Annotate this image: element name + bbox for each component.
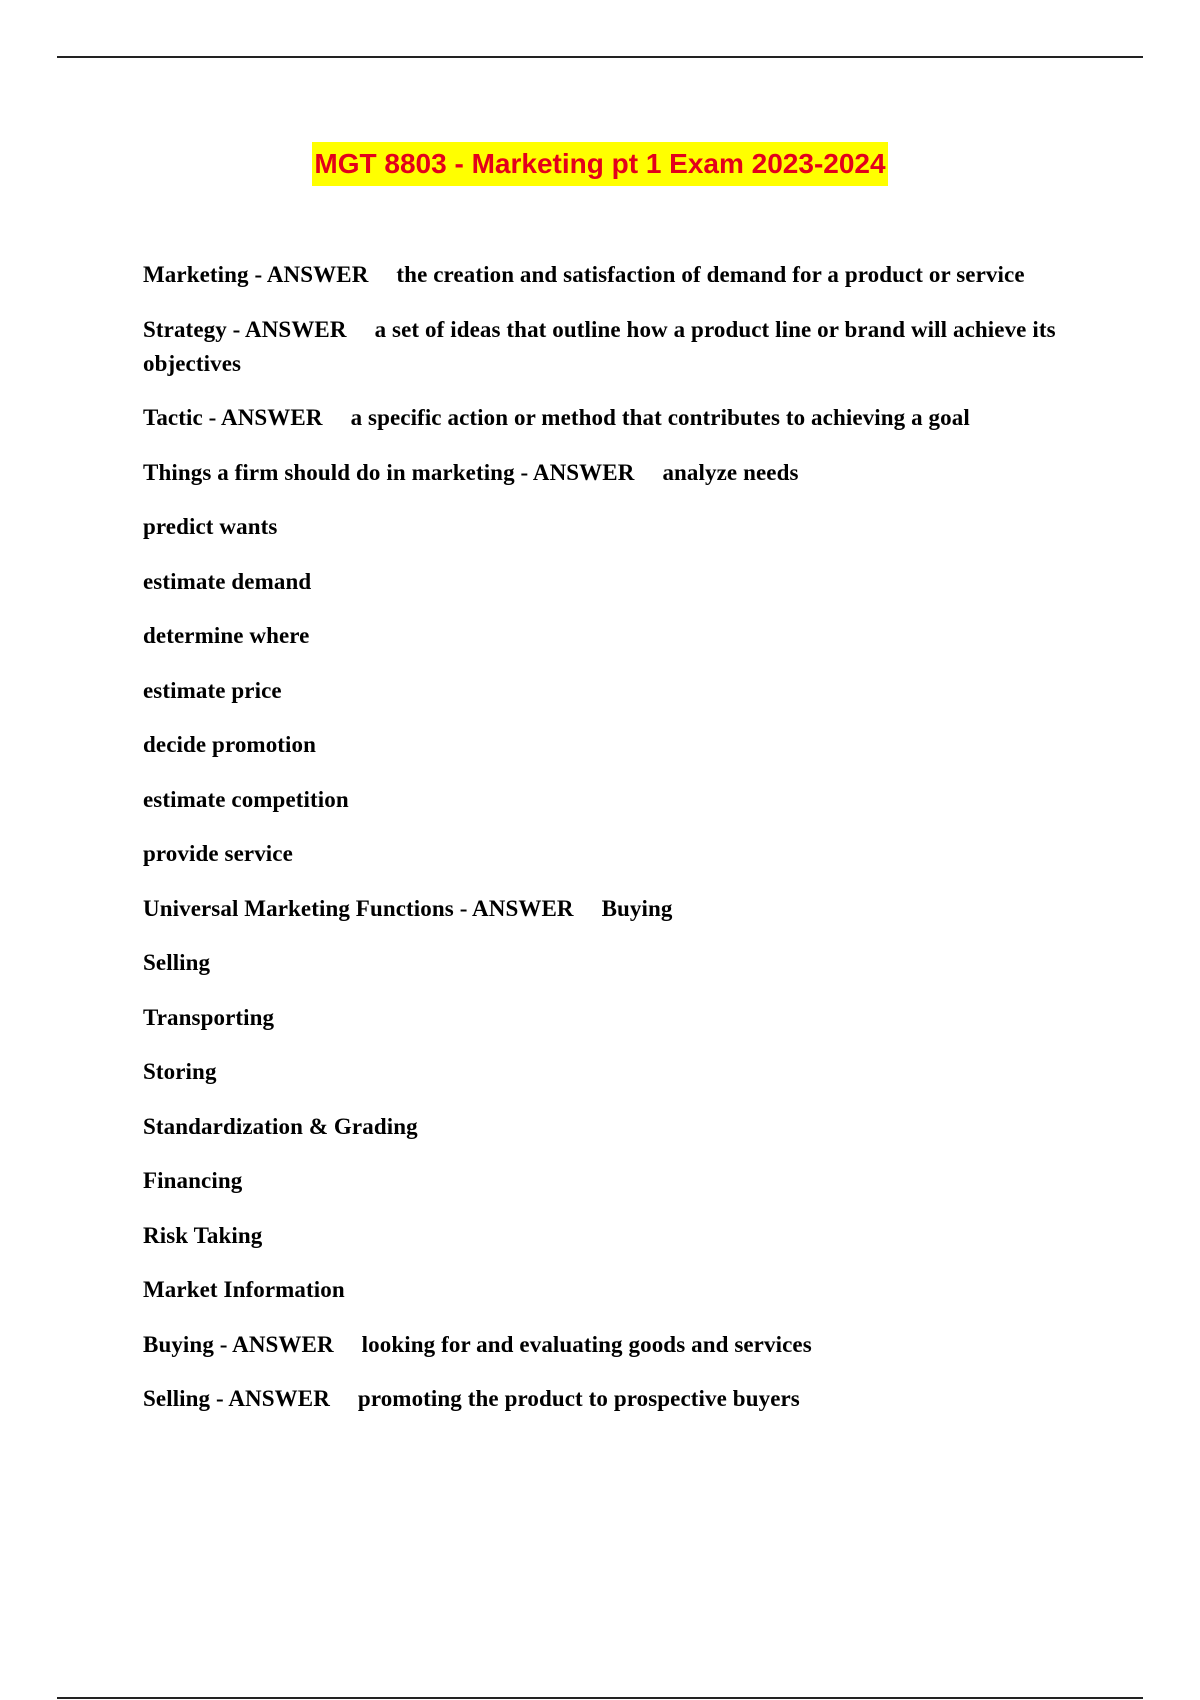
- entry-definition: a set of ideas that outline how a product line or brand will achieve its objectives: [143, 316, 1056, 376]
- list-line: estimate competition: [143, 786, 349, 812]
- bottom-divider: [57, 1697, 1143, 1699]
- entry-definition: promoting the product to prospective buyers: [357, 1386, 800, 1411]
- list-line: Risk Taking: [143, 1222, 263, 1248]
- qa-entry-tactic: [143, 401, 1093, 435]
- entry-definition: analyze needs: [662, 459, 799, 485]
- list-line: Standardization & Grading: [143, 1113, 418, 1139]
- entry-term: Universal Marketing Functions - ANSWER: [143, 895, 574, 921]
- qa-entry-strategy: [143, 313, 1093, 381]
- list-line: Storing: [143, 1059, 217, 1084]
- list-line: Selling: [143, 950, 211, 975]
- list-line: provide service: [143, 841, 293, 866]
- entry-term: Strategy - ANSWER: [143, 316, 347, 342]
- entry-term: Marketing - ANSWER: [143, 262, 369, 287]
- entry-term: Tactic - ANSWER: [143, 405, 323, 430]
- list-line: decide promotion: [143, 732, 317, 757]
- entry-term: Things a firm should do in marketing - ANSWER: [143, 459, 635, 485]
- qa-entry-selling: [143, 1382, 1093, 1416]
- list-line: Financing: [143, 1168, 243, 1193]
- qa-entry-buying: [143, 1328, 1093, 1362]
- flashcard-list: [143, 258, 1093, 1437]
- entry-definition: looking for and evaluating goods and services: [361, 1331, 812, 1357]
- qa-entry-things-firm-should-do: [143, 456, 1093, 490]
- qa-entry-universal-marketing-functions: [143, 892, 1093, 926]
- list-line: determine where: [143, 623, 310, 648]
- entry-definition: a specific action or method that contributes to achieving a goal: [350, 405, 970, 430]
- top-divider: [57, 56, 1143, 58]
- list-line: predict wants: [143, 514, 278, 539]
- entry-definition: Buying: [601, 895, 673, 921]
- document-title: MGT 8803 - Marketing pt 1 Exam 2023-2024: [312, 142, 887, 186]
- entry-term: Selling - ANSWER: [143, 1386, 330, 1411]
- entry-term: Buying - ANSWER: [143, 1331, 334, 1357]
- list-line: Market Information: [143, 1277, 345, 1302]
- list-line: estimate demand: [143, 568, 312, 594]
- qa-entry-marketing: [143, 258, 1093, 292]
- entry-definition: the creation and satisfaction of demand for a product or service: [396, 262, 1025, 287]
- list-line: Transporting: [143, 1004, 275, 1030]
- title-block: [0, 142, 1200, 186]
- list-line: estimate price: [143, 677, 282, 703]
